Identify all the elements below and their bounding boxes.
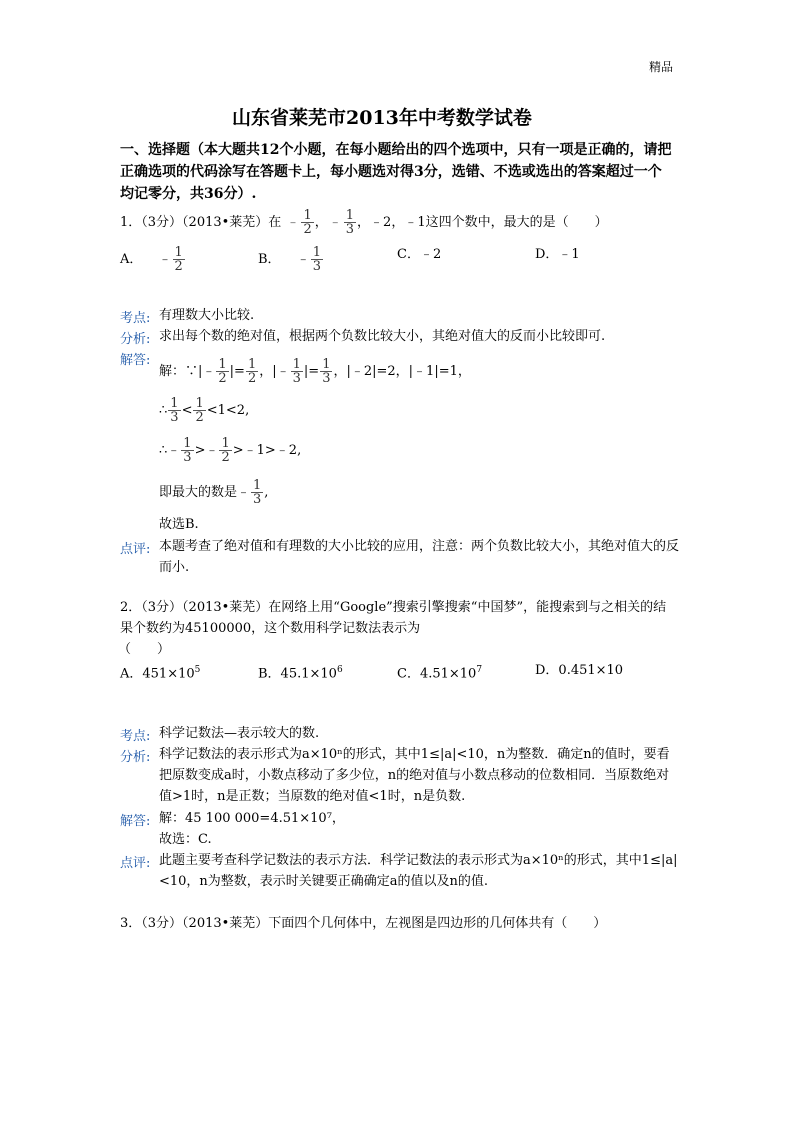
option-label: A． bbox=[120, 252, 143, 267]
frac-den: 3 bbox=[292, 371, 301, 386]
frac bbox=[168, 397, 180, 424]
frac-den: 3 bbox=[312, 259, 321, 274]
q1-frac-half-body bbox=[301, 209, 313, 236]
q1-option-c: C．﹣2 bbox=[397, 247, 442, 262]
option-exp: 6 bbox=[336, 665, 343, 675]
frac-num: 1 bbox=[312, 245, 321, 260]
frac-den: 3 bbox=[170, 410, 179, 425]
frac-den: 3 bbox=[322, 371, 331, 386]
q1-frac-half: ﹣ bbox=[286, 215, 300, 230]
q1-frac-third-sign: ﹣ bbox=[328, 215, 342, 230]
sol-text: 解：∵|﹣ bbox=[159, 364, 216, 379]
q2-fenxi-label: 分析: bbox=[120, 750, 151, 765]
q2-sol-line2: 故选：C. bbox=[159, 832, 212, 847]
header-tag: 精品 bbox=[649, 60, 674, 74]
frac-num: 1 bbox=[253, 478, 262, 493]
q1-kaodian: 有理数大小比较. bbox=[159, 308, 255, 323]
frac-den: 3 bbox=[253, 492, 262, 507]
frac-num: 1 bbox=[183, 436, 192, 451]
q1-sol-line2 bbox=[159, 397, 249, 424]
q1-option-b: B． ﹣ $\frac{1}{3}$ bbox=[258, 245, 321, 274]
frac bbox=[193, 397, 205, 424]
q3-stem: 3．（3分）（2013•莱芜）下面四个几何体中，左视图是四边形的几何体共有（ ） bbox=[120, 916, 607, 931]
frac bbox=[219, 437, 231, 464]
q1-sol-line5: 故选B. bbox=[159, 517, 199, 532]
frac-num: 1 bbox=[170, 396, 179, 411]
q1-dianping-label: 点评: bbox=[120, 542, 151, 557]
q1-prefix: 1．（3分）（2013•莱芜）在 bbox=[120, 215, 282, 230]
sol-text: |= bbox=[303, 364, 320, 379]
q1-fenxi: 求出每个数的绝对值，根据两个负数比较大小，其绝对值大的反而小比较即可. bbox=[159, 329, 606, 344]
q2-option-a bbox=[120, 660, 200, 684]
q2-jieda-label: 解答: bbox=[120, 814, 151, 829]
q2-option-c bbox=[397, 660, 482, 684]
option-label: B． bbox=[258, 252, 281, 267]
frac-num: 1 bbox=[247, 357, 257, 372]
sol-text: , bbox=[264, 485, 269, 500]
q1-sol-line1 bbox=[159, 358, 471, 385]
q1-kaodian-label: 考点: bbox=[120, 311, 151, 326]
option-exp: 5 bbox=[194, 665, 201, 675]
sol-text: ，|﹣2|=2，|﹣1|=1， bbox=[333, 364, 471, 379]
frac-num: 1 bbox=[218, 357, 227, 372]
frac-den: 2 bbox=[303, 222, 312, 237]
q2-stem: 2．（3分）（2013•莱芜）在网络上用“Google”搜索引擎搜索“中国梦”，能搜索到与之相关的结果个数约为45100000，这个数用科学记数法表示为 bbox=[120, 600, 667, 636]
frac-num: 1 bbox=[174, 245, 183, 260]
sol-text: ∴ bbox=[159, 403, 168, 418]
q1-option-d: D．﹣1 bbox=[535, 247, 580, 262]
frac bbox=[246, 358, 258, 385]
sol-text: >﹣ bbox=[194, 443, 219, 458]
q2-kaodian-label: 考点: bbox=[120, 729, 151, 744]
frac bbox=[251, 479, 263, 506]
q1-sol-line3 bbox=[159, 437, 301, 464]
frac-den: 3 bbox=[345, 222, 355, 237]
q1-sol-line4 bbox=[159, 479, 268, 506]
sol-text: ，|﹣ bbox=[259, 364, 290, 379]
frac-den: 3 bbox=[183, 450, 192, 465]
frac-den: 2 bbox=[218, 371, 227, 386]
sol-text: < bbox=[181, 403, 193, 418]
sol-text: 即最大的数是﹣ bbox=[159, 485, 251, 500]
section-heading: 一、选择题（本大题共12个小题，在每小题给出的四个选项中，只有一项是正确的，请把正确选项的代码涂写在答题卡上，每小题选对得3分，选错、不选或选出的答案超过一个均记零分，共36分）. bbox=[120, 142, 672, 202]
q1-option-b-frac bbox=[311, 246, 323, 273]
q1-option-a-frac bbox=[173, 246, 185, 273]
frac-den: 2 bbox=[174, 259, 183, 274]
q1-stem bbox=[120, 209, 608, 236]
sol-text: >﹣1>﹣2, bbox=[232, 443, 302, 458]
option-text: A．451×10 bbox=[120, 666, 195, 682]
q1-option-a: A． ﹣ $\frac{1}{2}$ bbox=[120, 245, 183, 274]
q1-dianping: 本题考查了绝对值和有理数的大小比较的应用，注意：两个负数比较大小，其绝对值大的反而小. bbox=[159, 539, 680, 575]
frac bbox=[320, 358, 332, 385]
frac-num: 1 bbox=[221, 436, 230, 451]
q1-jieda-label: 解答: bbox=[120, 353, 151, 368]
sol-text: |= bbox=[229, 364, 245, 379]
frac-den: 2 bbox=[221, 450, 230, 465]
q1-frac-third bbox=[344, 209, 356, 236]
frac-den: 2 bbox=[247, 371, 257, 386]
sol-text: <1<2, bbox=[206, 403, 250, 418]
option-text: C．4.51×10 bbox=[397, 666, 477, 682]
page-title: 山东省莱芜市2013年中考数学试卷 bbox=[232, 107, 532, 129]
q2-sol-line1: 解：45 100 000=4.51×10⁷， bbox=[159, 811, 345, 826]
q2-option-b bbox=[258, 660, 343, 684]
frac-num: 1 bbox=[292, 357, 301, 372]
frac-num: 1 bbox=[322, 357, 331, 372]
frac-den: 2 bbox=[195, 410, 204, 425]
option-exp: 7 bbox=[476, 665, 483, 675]
q2-dianping: 此题主要考查科学记数法的表示方法．科学记数法的表示形式为a×10ⁿ的形式，其中1≤|a|<10，n为整数，表示时关键要正确确定a的值以及n的值. bbox=[159, 853, 678, 889]
q1-fenxi-label: 分析: bbox=[120, 332, 151, 347]
q2-kaodian: 科学记数法—表示较大的数. bbox=[159, 726, 320, 741]
q1-sep: ， bbox=[314, 215, 328, 230]
option-text: B．45.1×10 bbox=[258, 666, 337, 682]
q1-suffix: ，﹣2，﹣1这四个数中，最大的是（ ） bbox=[357, 215, 608, 230]
q2-option-d: D．0.451×10 bbox=[535, 663, 624, 678]
q2-paren: （ ） bbox=[118, 642, 171, 657]
frac-num: 1 bbox=[345, 208, 355, 223]
frac bbox=[291, 358, 303, 385]
frac bbox=[181, 437, 193, 464]
sol-text: ∴﹣ bbox=[159, 443, 181, 458]
frac-num: 1 bbox=[195, 396, 204, 411]
frac bbox=[216, 358, 228, 385]
frac-num: 1 bbox=[303, 208, 312, 223]
q2-dianping-label: 点评: bbox=[120, 856, 151, 871]
q2-fenxi: 科学记数法的表示形式为a×10ⁿ的形式，其中1≤|a|<10，n为整数．确定n的值时，要看把原数变成a时，小数点移动了多少位，n的绝对值与小数点移动的位数相同．当原数绝对值>1时，n是正数；当原数的绝对值<1时，n是负数. bbox=[159, 747, 670, 804]
